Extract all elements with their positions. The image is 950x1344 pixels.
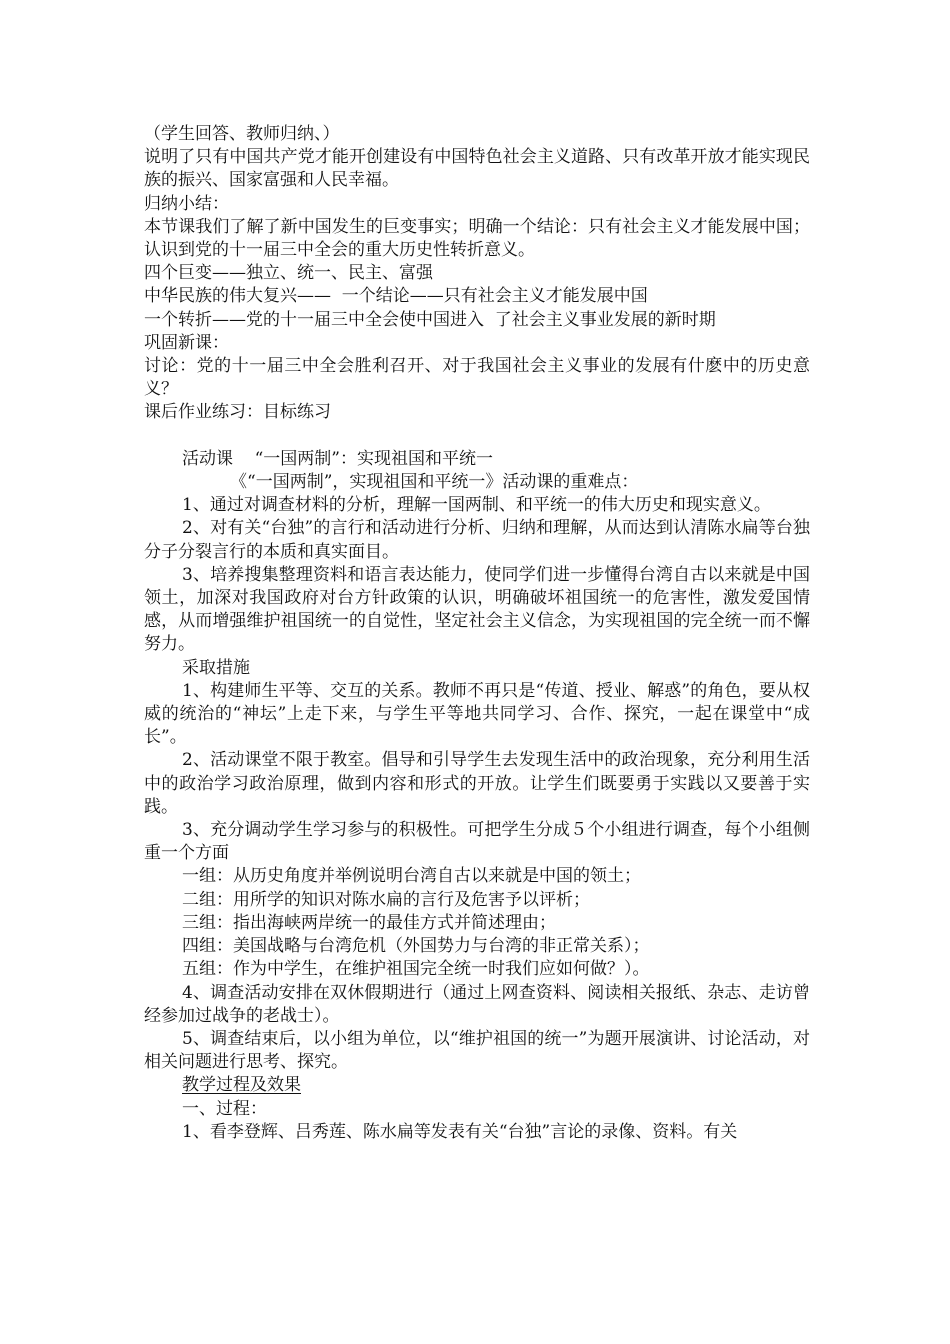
key-point-2: 2、对有关“台独”的言行和活动进行分析、归纳和理解，从而达到认清陈水扁等台独分子分裂言行的本质和真实面目。	[144, 518, 810, 562]
answer-note: （学生回答、教师归纳、）	[144, 124, 340, 144]
conclusion-paragraph: 说明了只有中国共产党才能开创建设有中国特色社会主义道路、只有改革开放才能实现民族的振兴、国家富强和人民幸福。	[144, 147, 810, 191]
summary-point-1: 四个巨变——独立、统一、民主、富强	[144, 263, 433, 284]
group-5: 五组：作为中学生，在维护祖国完全统一时我们应如何做？）。	[182, 959, 650, 980]
process-heading-line	[144, 1074, 810, 1097]
summary-body: 本节课我们了解了新中国发生的巨变事实；明确一个结论：只有社会主义才能发展中国；认识到党的十一届三中全会的重大历史性转折意义。	[144, 216, 810, 261]
measure-item-2: 2、活动课堂不限于教室。倡导和引导学生去发现生活中的政治现象，充分利用生活中的政治学习政治原理，做到内容和形式的开放。让学生们既要勇于实践以又要善于实践。	[144, 750, 810, 817]
process-sub-heading: 一、过程：	[182, 1098, 267, 1119]
summary-heading: 归纳小结：	[144, 193, 229, 214]
summary-point-3: 一个转折——党的十一届三中全会使中国进入 了社会主义事业发展的新时期	[144, 309, 716, 330]
measure-item-5: 5、调查结束后，以小组为单位，以“维护祖国的统一”为题开展演讲、讨论活动，对相关问题进行思考、探究。	[144, 1028, 810, 1073]
key-points-heading: 《“一国两制”，实现祖国和平统一》活动课的重难点：	[230, 472, 639, 493]
document-page	[144, 123, 810, 1144]
group-4: 四组：美国战略与台湾危机（外国势力与台湾的非正常关系）；	[182, 936, 650, 957]
group-1: 一组：从历史角度并举例说明台湾自古以来就是中国的领土；	[182, 866, 641, 887]
summary-point-2: 中华民族的伟大复兴—— 一个结论——只有社会主义才能发展中国	[144, 286, 648, 307]
measure-item-3: 3、充分调动学生学习参与的积极性。可把学生分成５个小组进行调查，每个小组侧重一个方面	[144, 820, 810, 864]
process-heading: 教学过程及效果	[182, 1075, 301, 1096]
measure-item-1: 1、构建师生平等、交互的关系。教师不再只是“传道、授业、解惑”的角色，要从权威的统治的“神坛”上走下来，与学生平等地共同学习、合作、探究，一起在课堂中“成长”。	[144, 680, 810, 748]
group-2: 二组：用所学的知识对陈水扁的言行及危害予以评析；	[182, 889, 590, 910]
discussion-question: 讨论：党的十一届三中全会胜利召开、对于我国社会主义事业的发展有什麽中的历史意义？	[144, 356, 810, 400]
consolidation-heading: 巩固新课：	[144, 332, 229, 353]
key-point-1: 1、通过对调查材料的分析，理解一国两制、和平统一的伟大历史和现实意义。	[182, 495, 771, 516]
process-item-1: 1、看李登辉、吕秀莲、陈水扁等发表有关“台独”言论的录像、资料。有关	[182, 1121, 738, 1142]
key-point-3: 3、培养搜集整理资料和语言表达能力，使同学们进一步懂得台湾自古以来就是中国领土，加深对我国政府对台方针政策的认识，明确破坏祖国统一的危害性，激发爱国情感，从而增强维护祖国统一的自觉性，坚定社会主义信念，为实现祖国的完全统一而不懈努力。	[144, 564, 810, 655]
group-3: 三组：指出海峡两岸统一的最佳方式并简述理由；	[182, 912, 556, 933]
measure-item-4: 4、调查活动安排在双休假期进行（通过上网查资料、阅读相关报纸、杂志、走访曾经参加过战争的老战士）。	[144, 982, 810, 1026]
measures-heading: 采取措施	[182, 657, 250, 678]
homework-line: 课后作业练习：目标练习	[144, 402, 331, 423]
blank-line	[144, 425, 810, 448]
activity-title: 活动课 “一国两制”：实现祖国和平统一	[182, 448, 493, 469]
